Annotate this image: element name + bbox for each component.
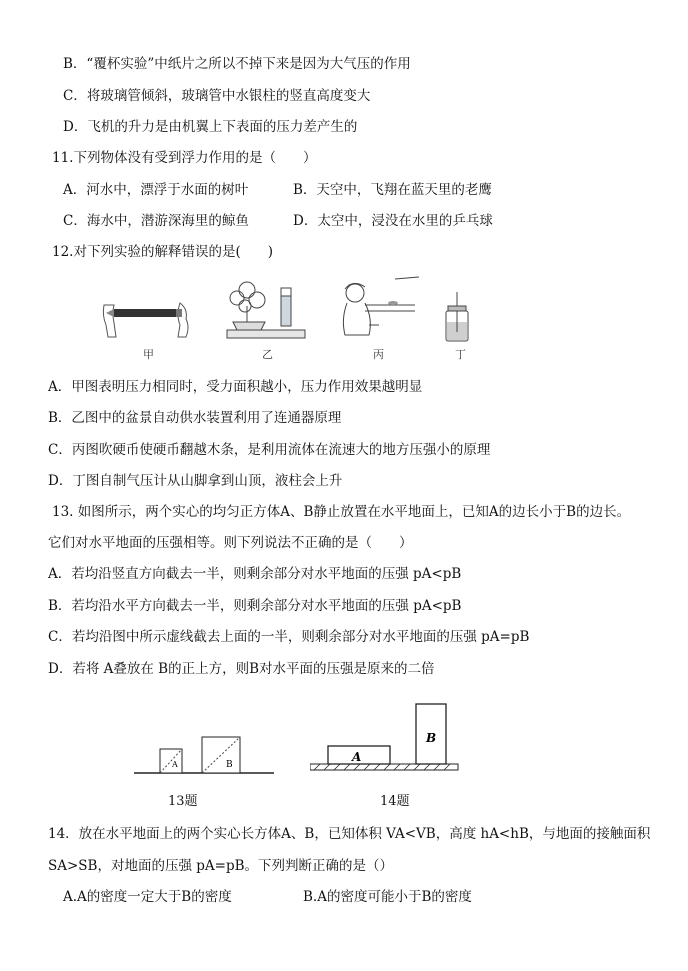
q13-option-b: B．若均沿水平方向截去一半，则剩余部分对水平地面的压强 pA<pB: [48, 598, 462, 614]
q12-caption-ding: 丁: [455, 348, 466, 361]
q14-figure: [310, 700, 460, 772]
q11-option-a: A．河水中，漂浮于水面的树叶: [63, 182, 249, 198]
q12-option-c: C．丙图吹硬币使硬币翻越木条，是利用流体在流速大的地方压强小的原理: [48, 442, 491, 458]
q14-figure-caption: 14题: [380, 794, 410, 809]
q13-stem-line2: 它们对水平地面的压强相等。则下列说法不正确的是（ ）: [48, 535, 413, 551]
q13-figure-caption: 13题: [168, 794, 198, 809]
q12-caption-yi: 乙: [262, 348, 273, 361]
q11-stem: 11.下列物体没有受到浮力作用的是（ ）: [52, 150, 317, 166]
q14-stem-line2: SA>SB，对地面的压强 pA=pB。下列判断正确的是（）: [48, 858, 394, 874]
q12-figure-yi: [225, 276, 310, 344]
q11-option-b: B．天空中，飞翔在蓝天里的老鹰: [293, 182, 492, 198]
q13-option-d: D．若将 A叠放在 B的正上方，则B对水平面的压强是原来的二倍: [48, 661, 435, 677]
q10-option-c: C．将玻璃管倾斜，玻璃管中水银柱的竖直高度变大: [63, 88, 371, 104]
q14-option-a: A.A的密度一定大于B的密度: [63, 889, 232, 905]
q14-figure-label-a: A: [352, 750, 362, 764]
q12-option-b: B．乙图中的盆景自动供水装置利用了连通器原理: [48, 410, 342, 426]
q13-figure-label-b: B: [226, 760, 233, 770]
q13-figure-label-a: A: [172, 760, 178, 769]
q12-figure-bing: [335, 275, 420, 343]
q13-figure: [134, 733, 274, 781]
q12-caption-bing: 丙: [373, 348, 384, 361]
q14-stem-line1: 14．放在水平地面上的两个实心长方体A、B，已知体积 VA<VB，高度 hA<hB，与地面的接触面积: [48, 826, 651, 842]
q13-stem-line1: 13. 如图所示，两个实心的均匀正方体A、B静止放置在水平地面上，已知A的边长小于B的边长。: [52, 504, 631, 520]
q12-caption-jia: 甲: [143, 348, 154, 361]
q10-option-d: D．飞机的升力是由机翼上下表面的压力差产生的: [63, 119, 358, 135]
q12-option-a: A．甲图表明压力相同时，受力面积越小，压力作用效果越明显: [48, 379, 423, 395]
q14-figure-label-b: B: [426, 731, 437, 745]
q14-option-b: B.A的密度可能小于B的密度: [303, 889, 472, 905]
q11-option-d: D．太空中，浸没在水里的乒乓球: [293, 213, 493, 229]
q12-option-d: D．丁图自制气压计从山脚拿到山顶，液柱会上升: [48, 473, 343, 489]
q12-figure-ding: [442, 292, 472, 344]
q13-option-a: A．若均沿竖直方向截去一半，则剩余部分对水平地面的压强 pA<pB: [48, 566, 462, 582]
q10-option-b: B．“覆杯实验”中纸片之所以不掉下来是因为大气压的作用: [63, 56, 411, 72]
q11-option-c: C．海水中，潜游深海里的鲸鱼: [63, 213, 249, 229]
q12-stem: 12.对下列实验的解释错误的是( ): [52, 244, 274, 260]
q12-figure-jia: [100, 295, 195, 343]
q13-option-c: C．若均沿图中所示虚线截去上面的一半，则剩余部分对水平地面的压强 pA=pB: [48, 629, 530, 645]
